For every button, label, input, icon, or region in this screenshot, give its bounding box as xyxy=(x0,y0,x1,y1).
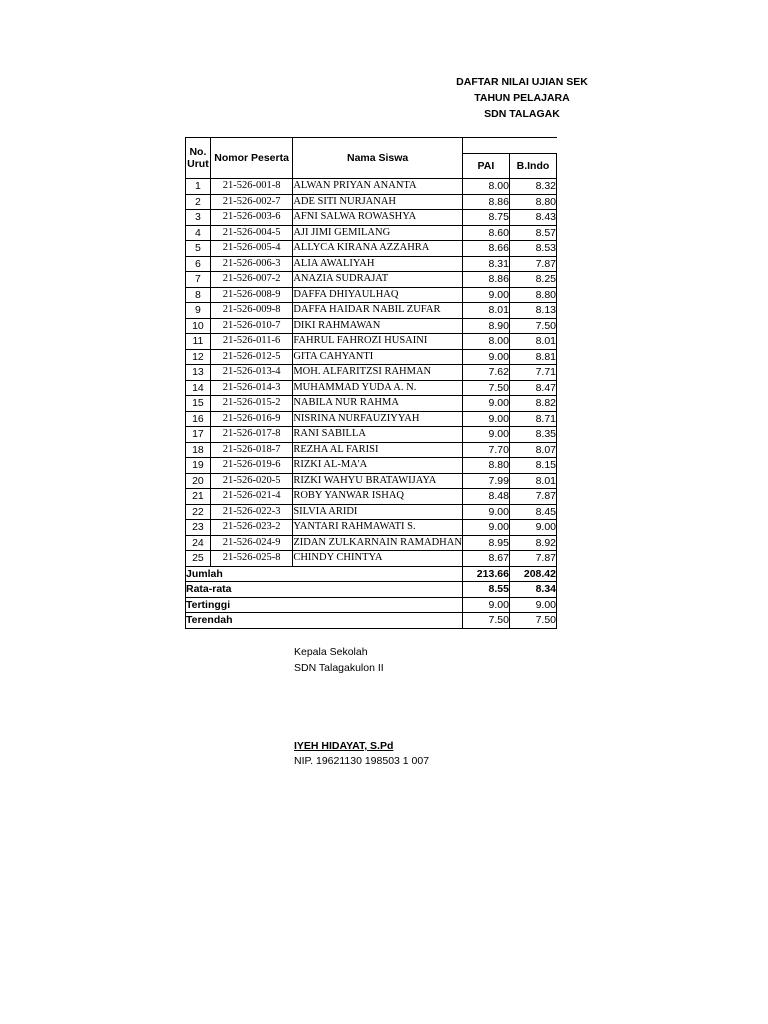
cell-nomor-peserta: 21-526-018-7 xyxy=(210,442,293,458)
cell-no: 2 xyxy=(186,194,211,210)
cell-no: 19 xyxy=(186,458,211,474)
cell-nama-siswa: ZIDAN ZULKARNAIN RAMADHAN xyxy=(293,535,463,551)
summary-bindo: 208.42 xyxy=(509,566,556,582)
table-row xyxy=(186,318,557,334)
cell-pai: 8.90 xyxy=(462,318,509,334)
cell-pai: 7.99 xyxy=(462,473,509,489)
summary-row xyxy=(186,566,557,582)
cell-bindo: 8.07 xyxy=(509,442,556,458)
cell-nomor-peserta: 21-526-011-6 xyxy=(210,334,293,350)
cell-pai: 8.75 xyxy=(462,210,509,226)
cell-bindo: 8.71 xyxy=(509,411,556,427)
table-row xyxy=(186,210,557,226)
table-row xyxy=(186,458,557,474)
cell-bindo: 8.45 xyxy=(509,504,556,520)
summary-bindo: 9.00 xyxy=(509,597,556,613)
cell-pai: 8.67 xyxy=(462,551,509,567)
cell-pai: 8.66 xyxy=(462,241,509,257)
cell-bindo: 7.71 xyxy=(509,365,556,381)
cell-pai: 9.00 xyxy=(462,411,509,427)
table-row xyxy=(186,349,557,365)
signature-role: Kepala Sekolah xyxy=(294,646,368,658)
cell-nama-siswa: NISRINA NURFAUZIYYAH xyxy=(293,411,463,427)
summary-label: Tertinggi xyxy=(186,597,463,613)
cell-no: 23 xyxy=(186,520,211,536)
cell-bindo: 7.87 xyxy=(509,551,556,567)
cell-nomor-peserta: 21-526-006-3 xyxy=(210,256,293,272)
cell-bindo: 9.00 xyxy=(509,520,556,536)
cell-no: 6 xyxy=(186,256,211,272)
cell-bindo: 8.80 xyxy=(509,287,556,303)
cell-nomor-peserta: 21-526-012-5 xyxy=(210,349,293,365)
cell-bindo: 8.81 xyxy=(509,349,556,365)
cell-no: 10 xyxy=(186,318,211,334)
cell-nama-siswa: REZHA AL FARISI xyxy=(293,442,463,458)
table-row xyxy=(186,241,557,257)
table-row xyxy=(186,489,557,505)
cell-nomor-peserta: 21-526-024-9 xyxy=(210,535,293,551)
table-row xyxy=(186,256,557,272)
summary-label: Rata-rata xyxy=(186,582,463,598)
cell-nama-siswa: DIKI RAHMAWAN xyxy=(293,318,463,334)
summary-pai: 8.55 xyxy=(462,582,509,598)
cell-pai: 8.00 xyxy=(462,179,509,195)
cell-bindo: 8.13 xyxy=(509,303,556,319)
cell-nama-siswa: RANI SABILLA xyxy=(293,427,463,443)
table-row xyxy=(186,380,557,396)
cell-bindo: 8.47 xyxy=(509,380,556,396)
summary-pai: 9.00 xyxy=(462,597,509,613)
cell-bindo: 8.32 xyxy=(509,179,556,195)
summary-pai: 7.50 xyxy=(462,613,509,629)
cell-nomor-peserta: 21-526-016-9 xyxy=(210,411,293,427)
table-row xyxy=(186,520,557,536)
table-row xyxy=(186,194,557,210)
cell-no: 8 xyxy=(186,287,211,303)
cell-no: 20 xyxy=(186,473,211,489)
cell-no: 11 xyxy=(186,334,211,350)
cell-nomor-peserta: 21-526-003-6 xyxy=(210,210,293,226)
table-row xyxy=(186,535,557,551)
cell-pai: 8.60 xyxy=(462,225,509,241)
summary-pai: 213.66 xyxy=(462,566,509,582)
cell-no: 25 xyxy=(186,551,211,567)
cell-nama-siswa: AFNI SALWA ROWASHYA xyxy=(293,210,463,226)
cell-nomor-peserta: 21-526-009-8 xyxy=(210,303,293,319)
cell-pai: 8.31 xyxy=(462,256,509,272)
summary-row xyxy=(186,597,557,613)
cell-no: 24 xyxy=(186,535,211,551)
cell-nama-siswa: RIZKI WAHYU BRATAWIJAYA xyxy=(293,473,463,489)
cell-bindo: 7.50 xyxy=(509,318,556,334)
cell-pai: 9.00 xyxy=(462,504,509,520)
cell-nama-siswa: ALWAN PRIYAN ANANTA xyxy=(293,179,463,195)
cell-nomor-peserta: 21-526-021-4 xyxy=(210,489,293,505)
cell-pai: 8.01 xyxy=(462,303,509,319)
summary-row xyxy=(186,613,557,629)
cell-nama-siswa: FAHRUL FAHROZI HUSAINI xyxy=(293,334,463,350)
table-row xyxy=(186,442,557,458)
cell-pai: 9.00 xyxy=(462,287,509,303)
cell-nomor-peserta: 21-526-004-5 xyxy=(210,225,293,241)
summary-label: Terendah xyxy=(186,613,463,629)
table-row xyxy=(186,287,557,303)
cell-pai: 8.48 xyxy=(462,489,509,505)
cell-nomor-peserta: 21-526-001-8 xyxy=(210,179,293,195)
document-title-line1: DAFTAR NILAI UJIAN SEK xyxy=(456,76,588,88)
table-row xyxy=(186,473,557,489)
cell-nomor-peserta: 21-526-015-2 xyxy=(210,396,293,412)
summary-bindo: 8.34 xyxy=(509,582,556,598)
cell-bindo: 8.35 xyxy=(509,427,556,443)
cell-nomor-peserta: 21-526-017-8 xyxy=(210,427,293,443)
table-row xyxy=(186,272,557,288)
table-row xyxy=(186,179,557,195)
cell-pai: 7.70 xyxy=(462,442,509,458)
cell-nomor-peserta: 21-526-020-5 xyxy=(210,473,293,489)
cell-pai: 8.95 xyxy=(462,535,509,551)
grades-table-body xyxy=(186,179,557,567)
cell-bindo: 8.01 xyxy=(509,334,556,350)
cell-nomor-peserta: 21-526-007-2 xyxy=(210,272,293,288)
cell-pai: 8.80 xyxy=(462,458,509,474)
cell-no: 1 xyxy=(186,179,211,195)
cell-nomor-peserta: 21-526-010-7 xyxy=(210,318,293,334)
cell-bindo: 8.82 xyxy=(509,396,556,412)
table-row xyxy=(186,504,557,520)
header-nomor-peserta: Nomor Peserta xyxy=(210,138,293,179)
cell-nomor-peserta: 21-526-022-3 xyxy=(210,504,293,520)
cell-bindo: 8.01 xyxy=(509,473,556,489)
cell-bindo: 8.53 xyxy=(509,241,556,257)
header-subject-group xyxy=(462,138,556,154)
header-bindo: B.Indo xyxy=(509,153,556,178)
cell-no: 12 xyxy=(186,349,211,365)
cell-no: 7 xyxy=(186,272,211,288)
cell-bindo: 8.92 xyxy=(509,535,556,551)
cell-no: 13 xyxy=(186,365,211,381)
table-row xyxy=(186,334,557,350)
cell-nama-siswa: AJI JIMI GEMILANG xyxy=(293,225,463,241)
cell-bindo: 7.87 xyxy=(509,256,556,272)
cell-bindo: 8.57 xyxy=(509,225,556,241)
cell-bindo: 8.43 xyxy=(509,210,556,226)
table-row xyxy=(186,551,557,567)
cell-pai: 8.86 xyxy=(462,272,509,288)
table-row xyxy=(186,365,557,381)
cell-nomor-peserta: 21-526-014-3 xyxy=(210,380,293,396)
cell-bindo: 8.15 xyxy=(509,458,556,474)
cell-no: 5 xyxy=(186,241,211,257)
signature-nip: NIP. 19621130 198503 1 007 xyxy=(294,755,430,767)
cell-no: 15 xyxy=(186,396,211,412)
cell-nama-siswa: ALLYCA KIRANA AZZAHRA xyxy=(293,241,463,257)
table-row xyxy=(186,427,557,443)
cell-nomor-peserta: 21-526-019-6 xyxy=(210,458,293,474)
cell-no: 4 xyxy=(186,225,211,241)
cell-pai: 9.00 xyxy=(462,427,509,443)
summary-label: Jumlah xyxy=(186,566,463,582)
cell-nama-siswa: ALIA AWALIYAH xyxy=(293,256,463,272)
cell-nama-siswa: SILVIA ARIDI xyxy=(293,504,463,520)
cell-nomor-peserta: 21-526-025-8 xyxy=(210,551,293,567)
table-row xyxy=(186,411,557,427)
cell-nama-siswa: NABILA NUR RAHMA xyxy=(293,396,463,412)
cell-nomor-peserta: 21-526-008-9 xyxy=(210,287,293,303)
document-title-line2: TAHUN PELAJARA xyxy=(474,92,570,104)
cell-bindo: 8.80 xyxy=(509,194,556,210)
summary-row xyxy=(186,582,557,598)
cell-no: 14 xyxy=(186,380,211,396)
cell-no: 16 xyxy=(186,411,211,427)
header-pai: PAI xyxy=(462,153,509,178)
cell-nomor-peserta: 21-526-023-2 xyxy=(210,520,293,536)
cell-bindo: 8.25 xyxy=(509,272,556,288)
header-no: No. Urut xyxy=(186,138,211,179)
cell-pai: 7.62 xyxy=(462,365,509,381)
cell-no: 21 xyxy=(186,489,211,505)
table-row xyxy=(186,396,557,412)
cell-no: 3 xyxy=(186,210,211,226)
grades-table-summary xyxy=(186,566,557,628)
cell-no: 17 xyxy=(186,427,211,443)
signature-school: SDN Talagakulon II xyxy=(294,662,384,674)
cell-no: 18 xyxy=(186,442,211,458)
cell-pai: 8.86 xyxy=(462,194,509,210)
cell-nama-siswa: ANAZIA SUDRAJAT xyxy=(293,272,463,288)
table-row xyxy=(186,303,557,319)
cell-nama-siswa: ADE SITI NURJANAH xyxy=(293,194,463,210)
cell-nama-siswa: DAFFA HAIDAR NABIL ZUFAR xyxy=(293,303,463,319)
document-title-line3: SDN TALAGAK xyxy=(484,108,560,120)
cell-nomor-peserta: 21-526-005-4 xyxy=(210,241,293,257)
cell-nama-siswa: ROBY YANWAR ISHAQ xyxy=(293,489,463,505)
cell-nama-siswa: MOH. ALFARITZSI RAHMAN xyxy=(293,365,463,381)
cell-no: 9 xyxy=(186,303,211,319)
cell-nama-siswa: MUHAMMAD YUDA A. N. xyxy=(293,380,463,396)
cell-nama-siswa: GITA CAHYANTI xyxy=(293,349,463,365)
cell-nama-siswa: CHINDY CHINTYA xyxy=(293,551,463,567)
cell-pai: 9.00 xyxy=(462,349,509,365)
header-nama-siswa: Nama Siswa xyxy=(293,138,463,179)
cell-nama-siswa: RIZKI AL-MA'A xyxy=(293,458,463,474)
cell-nomor-peserta: 21-526-002-7 xyxy=(210,194,293,210)
grades-table xyxy=(185,137,557,629)
signature-name: IYEH HIDAYAT, S.Pd xyxy=(294,740,394,752)
cell-bindo: 7.87 xyxy=(509,489,556,505)
cell-no: 22 xyxy=(186,504,211,520)
table-row xyxy=(186,225,557,241)
cell-nama-siswa: YANTARI RAHMAWATI S. xyxy=(293,520,463,536)
cell-pai: 9.00 xyxy=(462,396,509,412)
cell-pai: 8.00 xyxy=(462,334,509,350)
cell-pai: 9.00 xyxy=(462,520,509,536)
cell-pai: 7.50 xyxy=(462,380,509,396)
cell-nama-siswa: DAFFA DHIYAULHAQ xyxy=(293,287,463,303)
summary-bindo: 7.50 xyxy=(509,613,556,629)
cell-nomor-peserta: 21-526-013-4 xyxy=(210,365,293,381)
